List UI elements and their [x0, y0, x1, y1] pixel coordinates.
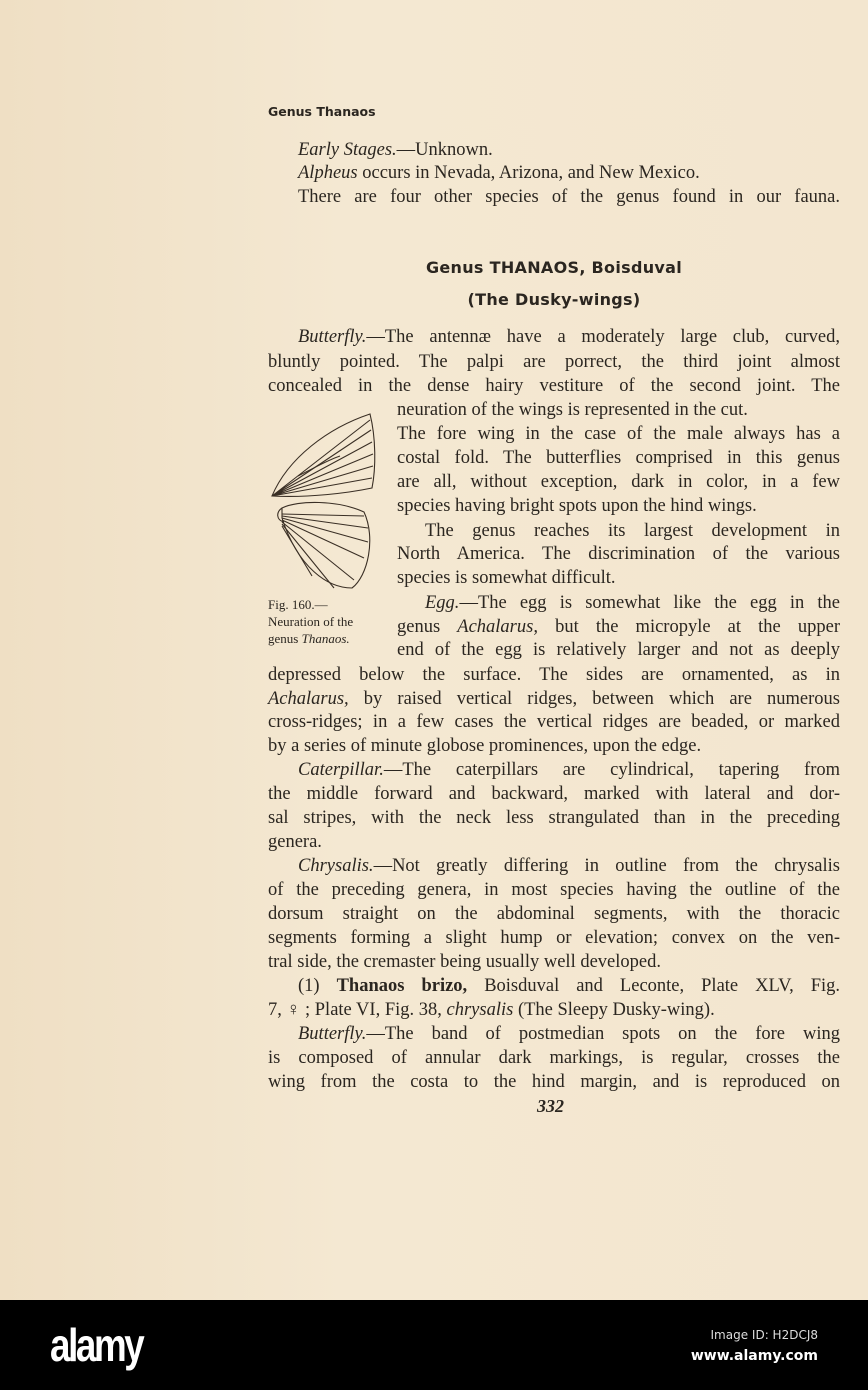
- section-subtitle: (The Dusky-wings): [467, 290, 641, 309]
- text-segment: —Not greatly differing in outline from the chrysalis: [373, 856, 840, 876]
- text-line: [268, 351, 840, 373]
- text-line: [425, 520, 840, 542]
- text-segment: tral side, the cremaster being usually well developed.: [268, 952, 661, 972]
- text-line: [268, 807, 840, 829]
- text-segment: by a series of minute globose prominences, upon the edge.: [268, 736, 702, 756]
- text-segment: segments forming a slight hump or elevation; convex on the ven-: [268, 928, 840, 948]
- text-line: [397, 423, 840, 445]
- text-segment: is composed of annular dark markings, is regular, crosses the: [268, 1048, 840, 1068]
- text-segment: costal fold. The butterflies comprised in this genus: [397, 448, 840, 468]
- text-segment: Egg.: [425, 593, 460, 613]
- wing-neuration-figure: [268, 408, 380, 594]
- text-segment: of the preceding genera, in most species having the outline of the: [268, 880, 840, 900]
- text-segment: chrysalis: [446, 1000, 514, 1020]
- text-segment: genus: [397, 617, 458, 637]
- text-segment: species having bright spots upon the hind wings.: [397, 496, 757, 516]
- text-segment: —The band of postmedian spots on the fore wing: [366, 1024, 840, 1044]
- page-number: 332: [537, 1096, 564, 1116]
- text-segment: depressed below the surface. The sides are ornamented, as in: [268, 665, 840, 685]
- text-line: [298, 1023, 840, 1045]
- text-line: [298, 139, 493, 161]
- figure-caption-line2: [268, 631, 350, 646]
- text-segment: The fore wing in the case of the male always has a: [397, 424, 840, 444]
- text-segment: There are four other species of the genus found in our fauna.: [298, 187, 840, 207]
- text-segment: 7, ♀ ; Plate VI, Fig. 38,: [268, 1000, 447, 1020]
- text-segment: occurs in Nevada, Arizona, and New Mexico.: [357, 163, 700, 183]
- text-line: [298, 186, 840, 208]
- text-segment: the middle forward and backward, marked with lateral and dor-: [268, 784, 840, 804]
- text-line: [397, 543, 840, 565]
- text-line: [268, 375, 840, 397]
- text-line: [268, 831, 322, 853]
- watermark-bar: [0, 1300, 868, 1390]
- text-segment: Butterfly.: [298, 1024, 367, 1044]
- text-line: [397, 639, 840, 661]
- text-segment: are all, without exception, dark in color, in a few: [397, 472, 840, 492]
- text-line: [425, 592, 840, 614]
- text-segment: genera.: [268, 832, 322, 852]
- image-id: Image ID: H2DCJ8: [710, 1328, 818, 1342]
- text-line: [268, 1047, 840, 1069]
- site-url: www.alamy.com: [690, 1348, 818, 1364]
- text-line: [268, 951, 661, 973]
- figure-label: Fig. 160.—: [268, 597, 328, 612]
- text-line: [298, 759, 840, 781]
- text-line: [298, 975, 840, 997]
- text-segment: by raised vertical ridges, between which are numerous: [348, 689, 840, 709]
- caption-text: genus: [268, 631, 302, 646]
- text-line: [397, 616, 840, 638]
- text-segment: (The Sleepy Dusky-wing).: [513, 1000, 715, 1020]
- text-line: [397, 399, 748, 421]
- text-line: [268, 735, 701, 757]
- text-segment: end of the egg is relatively larger and not as deeply: [397, 640, 840, 660]
- text-segment: sal stripes, with the neck less strangulated than in the preceding: [268, 808, 840, 828]
- text-segment: North America. The discrimination of the various: [397, 544, 840, 564]
- text-line: [268, 999, 715, 1021]
- text-segment: Boisduval and Leconte, Plate XLV, Fig.: [467, 976, 840, 996]
- text-line: [268, 783, 840, 805]
- text-segment: Butterfly.: [298, 327, 367, 347]
- text-segment: —The egg is somewhat like the egg in the: [459, 593, 840, 613]
- text-line: [298, 855, 840, 877]
- text-segment: species is somewhat difficult.: [397, 568, 616, 588]
- text-line: [268, 688, 840, 710]
- text-line: [397, 495, 757, 517]
- text-segment: (1): [298, 976, 337, 996]
- text-line: [268, 664, 840, 686]
- text-line: [268, 879, 840, 901]
- text-segment: wing from the costa to the hind margin, and is reproduced on: [268, 1072, 840, 1092]
- text-line: [397, 447, 840, 469]
- text-line: [298, 162, 700, 184]
- text-segment: Achalarus,: [457, 617, 538, 637]
- alamy-logo: alamy: [50, 1319, 143, 1371]
- text-segment: bluntly pointed. The palpi are porrect, the third joint almost: [268, 352, 840, 372]
- figure-caption-line1: Neuration of the: [268, 614, 354, 629]
- text-segment: Achalarus,: [268, 689, 349, 709]
- text-segment: cross-ridges; in a few cases the vertical ridges are beaded, or marked: [268, 712, 840, 732]
- running-head: Genus Thanaos: [268, 104, 376, 119]
- section-title: Genus THANAOS, Boisduval: [425, 258, 683, 277]
- text-segment: Chrysalis.: [298, 856, 374, 876]
- text-segment: —Unknown.: [396, 140, 493, 160]
- text-line: [298, 326, 840, 348]
- text-line: [268, 711, 840, 733]
- text-segment: Caterpillar.: [298, 760, 384, 780]
- text-segment: Thanaos brizo,: [336, 976, 468, 996]
- text-segment: neuration of the wings is represented in the cut.: [397, 400, 748, 420]
- text-segment: —The caterpillars are cylindrical, tapering from: [383, 760, 840, 780]
- text-segment: but the micropyle at the upper: [537, 617, 840, 637]
- text-line: [268, 1071, 840, 1093]
- text-line: [397, 471, 840, 493]
- text-line: [397, 567, 616, 589]
- text-line: [268, 927, 840, 949]
- caption-genus: Thanaos.: [301, 631, 350, 646]
- text-segment: —The antennæ have a moderately large club, curved,: [366, 327, 840, 347]
- text-segment: Early Stages.: [298, 140, 397, 160]
- text-segment: dorsum straight on the abdominal segments, with the thoracic: [268, 904, 840, 924]
- text-segment: concealed in the dense hairy vestiture of the second joint. The: [268, 376, 840, 396]
- text-segment: Alpheus: [298, 163, 358, 183]
- text-segment: The genus reaches its largest development in: [425, 521, 840, 541]
- text-line: [268, 903, 840, 925]
